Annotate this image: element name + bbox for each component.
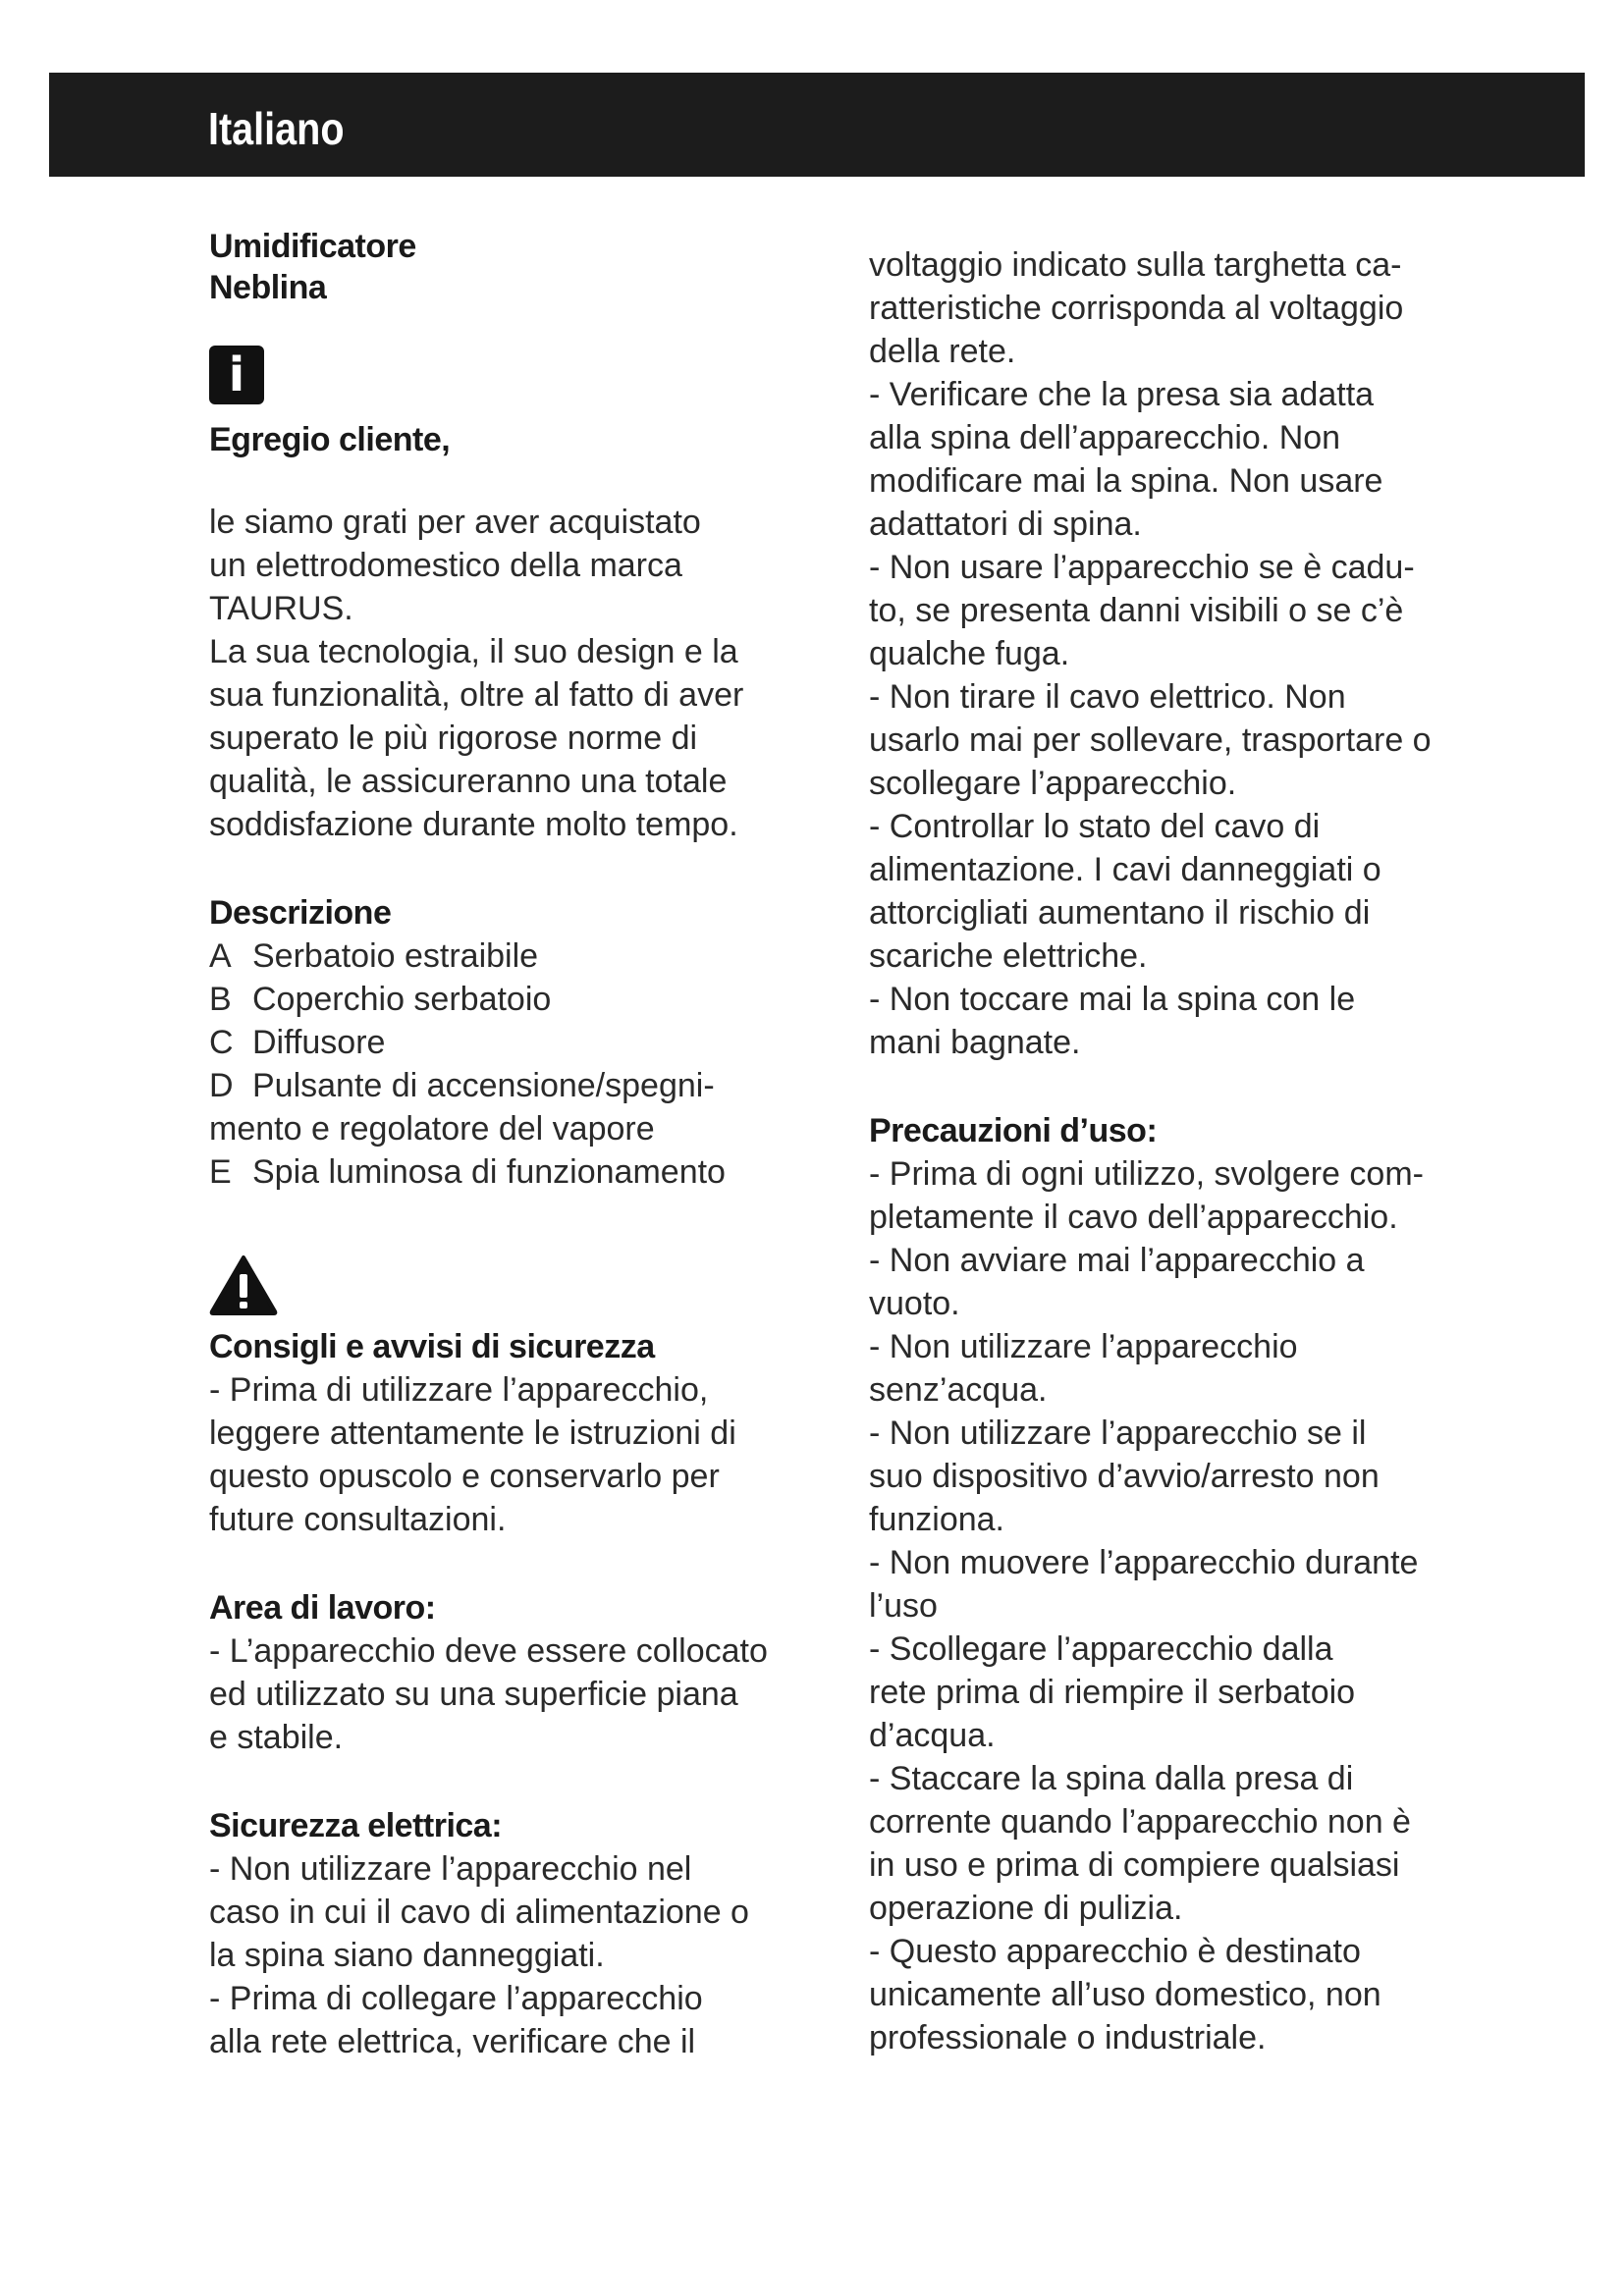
left-column bbox=[209, 226, 828, 2063]
description-item bbox=[209, 978, 828, 1021]
precautions-line: - Non utilizzare l’apparecchio bbox=[869, 1328, 1298, 1365]
continued-line: mani bagnate. bbox=[869, 1024, 1081, 1061]
precautions-line: senz’acqua. bbox=[869, 1371, 1048, 1409]
info-icon-wrap bbox=[209, 346, 828, 408]
continued-line: scariche elettriche. bbox=[869, 937, 1148, 975]
continued-line: adattatori di spina. bbox=[869, 506, 1142, 543]
precautions-line: corrente quando l’apparecchio non è bbox=[869, 1803, 1411, 1841]
description-item-letter: B bbox=[209, 981, 232, 1018]
continued-line: usarlo mai per sollevare, trasportare o bbox=[869, 721, 1432, 759]
product-title-line: Umidificatore bbox=[209, 228, 416, 265]
work-area-line: - L’apparecchio deve essere collocato bbox=[209, 1632, 768, 1670]
precautions-heading: Precauzioni d’uso: bbox=[869, 1112, 1158, 1149]
intro-line: TAURUS. bbox=[209, 590, 353, 627]
electrical-line: caso in cui il cavo di alimentazione o bbox=[209, 1894, 749, 1931]
electrical-paragraph bbox=[209, 1847, 828, 2063]
description-item-text: Spia luminosa di funzionamento bbox=[252, 1153, 726, 1191]
electrical-line: - Prima di collegare l’apparecchio bbox=[209, 1980, 703, 2017]
continued-line: - Non tirare il cavo elettrico. Non bbox=[869, 678, 1346, 716]
precautions-line: - Non muovere l’apparecchio durante bbox=[869, 1544, 1419, 1581]
description-list bbox=[209, 934, 828, 1194]
precautions-line: funziona. bbox=[869, 1501, 1004, 1538]
electrical-heading: Sicurezza elettrica: bbox=[209, 1807, 503, 1844]
continued-line: - Controllar lo stato del cavo di bbox=[869, 808, 1321, 845]
intro-line: qualità, le assicureranno una totale bbox=[209, 763, 728, 800]
safety-line: leggere attentamente le istruzioni di bbox=[209, 1415, 736, 1452]
precautions-line: unicamente all’uso domestico, non bbox=[869, 1976, 1381, 2013]
description-heading: Descrizione bbox=[209, 894, 392, 932]
electrical-line: alla rete elettrica, verificare che il bbox=[209, 2023, 696, 2060]
intro-line: La sua tecnologia, il suo design e la bbox=[209, 633, 738, 670]
work-area-heading: Area di lavoro: bbox=[209, 1589, 436, 1627]
precautions-line: rete prima di riempire il serbatoio bbox=[869, 1674, 1356, 1711]
precautions-line: professionale o industriale. bbox=[869, 2019, 1267, 2056]
description-item-continuation: mento e regolatore del vapore bbox=[209, 1110, 655, 1148]
safety-line: questo opuscolo e conservarlo per bbox=[209, 1458, 720, 1495]
precautions-line: pletamente il cavo dell’apparecchio. bbox=[869, 1199, 1398, 1236]
continued-line: to, se presenta danni visibili o se c’è bbox=[869, 592, 1404, 629]
warning-icon-wrap bbox=[209, 1255, 828, 1317]
continued-line: ratteristiche corrisponda al voltaggio bbox=[869, 290, 1404, 327]
description-item bbox=[209, 1150, 828, 1194]
precautions-line: - Non avviare mai l’apparecchio a bbox=[869, 1242, 1365, 1279]
info-icon: i bbox=[209, 346, 264, 404]
description-item-text: Coperchio serbatoio bbox=[252, 981, 552, 1018]
continued-line: alla spina dell’apparecchio. Non bbox=[869, 419, 1341, 456]
product-title-line: Neblina bbox=[209, 269, 327, 306]
description-item-letter: A bbox=[209, 937, 232, 975]
intro-paragraph bbox=[209, 501, 828, 846]
language-header-bar bbox=[49, 73, 1585, 177]
description-item-letter: C bbox=[209, 1024, 234, 1061]
intro-line: superato le più rigorose norme di bbox=[209, 720, 698, 757]
greeting: Egregio cliente, bbox=[209, 421, 451, 458]
description-item bbox=[209, 1064, 828, 1107]
description-item-text: Diffusore bbox=[252, 1024, 386, 1061]
description-item bbox=[209, 1021, 828, 1064]
description-item-letter: E bbox=[209, 1153, 232, 1191]
continued-line: modificare mai la spina. Non usare bbox=[869, 462, 1383, 500]
work-area-line: e stabile. bbox=[209, 1719, 344, 1756]
precautions-line: operazione di pulizia. bbox=[869, 1890, 1183, 1927]
product-title bbox=[209, 226, 828, 308]
continued-line: qualche fuga. bbox=[869, 635, 1070, 672]
work-area-paragraph bbox=[209, 1629, 828, 1759]
continued-line: - Non toccare mai la spina con le bbox=[869, 981, 1356, 1018]
warning-icon bbox=[209, 1255, 278, 1315]
description-item-text: Pulsante di accensione/spegni- bbox=[252, 1067, 715, 1104]
safety-paragraph bbox=[209, 1368, 828, 1541]
safety-line: - Prima di utilizzare l’apparecchio, bbox=[209, 1371, 709, 1409]
safety-heading: Consigli e avvisi di sicurezza bbox=[209, 1328, 655, 1365]
intro-line: le siamo grati per aver acquistato bbox=[209, 504, 701, 541]
electrical-line: la spina siano danneggiati. bbox=[209, 1937, 605, 1974]
precautions-line: in uso e prima di compiere qualsiasi bbox=[869, 1846, 1400, 1884]
electrical-continued-paragraph bbox=[869, 243, 1497, 1064]
precautions-line: - Non utilizzare l’apparecchio se il bbox=[869, 1415, 1367, 1452]
language-title: Italiano bbox=[208, 103, 345, 154]
precautions-line: - Scollegare l’apparecchio dalla bbox=[869, 1630, 1333, 1668]
continued-line: - Non usare l’apparecchio se è cadu- bbox=[869, 549, 1415, 586]
precautions-line: - Questo apparecchio è destinato bbox=[869, 1933, 1361, 1970]
intro-line: un elettrodomestico della marca bbox=[209, 547, 682, 584]
continued-line: voltaggio indicato sulla targhetta ca- bbox=[869, 246, 1402, 284]
precautions-line: - Staccare la spina dalla presa di bbox=[869, 1760, 1354, 1797]
continued-line: - Verificare che la presa sia adatta bbox=[869, 376, 1375, 413]
work-area-line: ed utilizzato su una superficie piana bbox=[209, 1676, 738, 1713]
precautions-line: d’acqua. bbox=[869, 1717, 996, 1754]
intro-line: sua funzionalità, oltre al fatto di aver bbox=[209, 676, 744, 714]
continued-line: scollegare l’apparecchio. bbox=[869, 765, 1237, 802]
continued-line: della rete. bbox=[869, 333, 1016, 370]
precautions-line: vuoto. bbox=[869, 1285, 960, 1322]
precautions-line: suo dispositivo d’avvio/arresto non bbox=[869, 1458, 1380, 1495]
electrical-line: - Non utilizzare l’apparecchio nel bbox=[209, 1850, 692, 1888]
intro-line: soddisfazione durante molto tempo. bbox=[209, 806, 738, 843]
precautions-line: l’uso bbox=[869, 1587, 938, 1625]
description-item bbox=[209, 934, 828, 978]
continued-line: attorcigliati aumentano il rischio di bbox=[869, 894, 1371, 932]
precautions-line: - Prima di ogni utilizzo, svolgere com- bbox=[869, 1155, 1424, 1193]
description-item-letter: D bbox=[209, 1067, 234, 1104]
precautions-paragraph bbox=[869, 1152, 1497, 2059]
safety-line: future consultazioni. bbox=[209, 1501, 507, 1538]
continued-line: alimentazione. I cavi danneggiati o bbox=[869, 851, 1381, 888]
right-column bbox=[869, 243, 1497, 2059]
description-item-text: Serbatoio estraibile bbox=[252, 937, 539, 975]
